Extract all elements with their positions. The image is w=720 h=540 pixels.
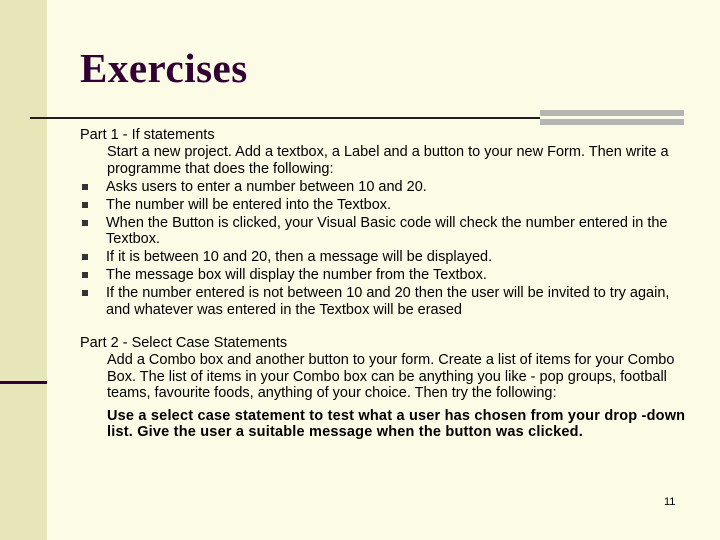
side-accent-line [0,381,47,384]
bullet-text: If it is between 10 and 20, then a message will be displayed. [106,249,493,265]
part2-intro: Add a Combo box and another button to your form. Create a list of items for your Combo Box. The list of items in your Combo box can be anything you like - pop groups, football teams, favourite foods, anything of your choice. Then try the following: [107,352,675,401]
part1-bullet-list [80,179,690,319]
bullet-item [80,267,690,284]
part2-task: Use a select case statement to test what a user has chosen from your drop -down list. Give the user a suitable message when the button was clicked. [107,407,686,440]
part1-heading: Part 1 - If statements [80,127,215,143]
part1-intro: Start a new project. Add a textbox, a Label and a button to your new Form. Then write a programme that does the following: [107,144,669,177]
square-bullet-icon [82,254,88,260]
bullet-text: Asks users to enter a number between 10 and 20. [106,178,427,195]
accent-band-bottom [540,119,684,125]
bullet-item [80,197,690,214]
section-gap [80,318,690,334]
bullet-text: When the Button is clicked, your Visual Basic code will check the number entered in the Textbox. [106,214,668,247]
square-bullet-icon [82,272,88,278]
bullet-item [80,249,690,266]
bullet-text: The number will be entered into the Textbox. [106,196,392,213]
title-divider-accent [540,110,684,126]
bullet-text: If the number entered is not between 10 and 20 then the user will be invited to try again, and whatever was entered in the Textbox will be erased [106,285,670,318]
left-decorative-bar [0,0,47,540]
bullet-text: The message box will display the number from the Textbox. [106,267,487,283]
bullet-item [80,179,690,196]
accent-band-top [540,110,684,116]
page-number: 11 [664,496,676,508]
bullet-item [80,285,690,318]
bullet-item [80,215,690,248]
part2-heading: Part 2 - Select Case Statements [80,335,288,351]
square-bullet-icon [82,290,88,296]
square-bullet-icon [82,184,88,190]
title-divider [30,117,540,119]
slide-title: Exercises [80,45,248,91]
slide-body [80,126,690,441]
square-bullet-icon [82,202,88,208]
square-bullet-icon [82,220,88,226]
